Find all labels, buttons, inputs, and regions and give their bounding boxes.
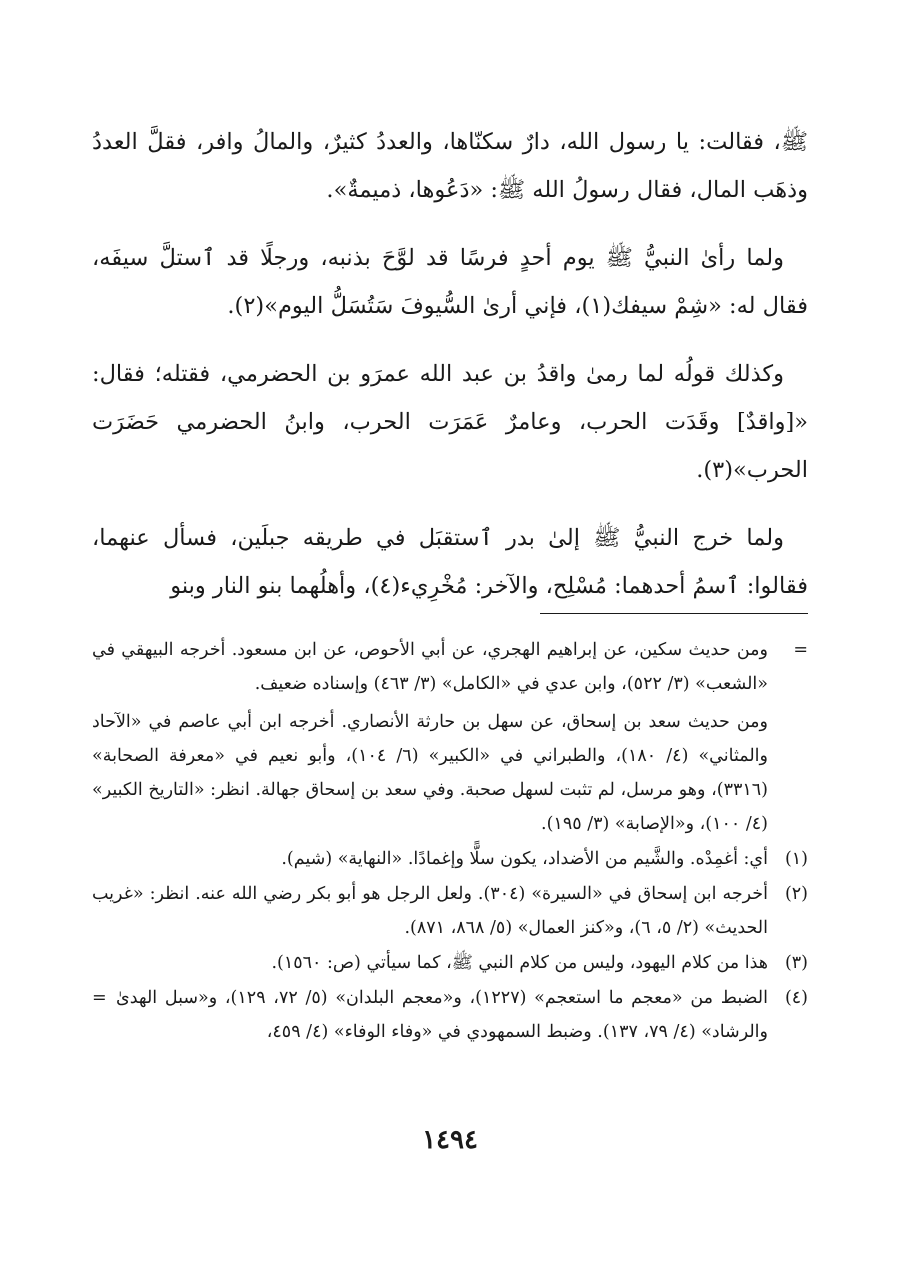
footnote-text: الضبط من «معجم ما استعجم» (١٢٢٧)، و«معجم البلدان» (٥/ ٧٢، ١٢٩)، و«سبل الهدىٰ والرشاد» (٤/ ٧٩، ١٣٧). وضبط السمهودي في «وفاء الوفاء» (٤/ ٤٥٩، [116,988,768,1042]
footnote-text: أخرجه ابن إسحاق في «السيرة» (٣٠٤). ولعل الرجل هو أبو بكر رضي الله عنه. انظر: «غريب الحديث» (٢/ ٥، ٦)، و«كنز العمال» (٥/ ٨٦٨، ٨٧١). [92,884,768,938]
footnote-continuation-paragraph: ومن حديث سعد بن إسحاق، عن سهل بن حارثة الأنصاري. أخرجه ابن أبي عاصم في «الآحاد والمثاني» (٤/ ١٨٠)، والطبراني في «الكبير» (٦/ ١٠٤)، وأبو نعيم في «معرفة الصحابة» (٣٣١٦)، وهو مرسل، لم تثبت لسهل صحبة. وفي سعد بن إسحاق جهالة. انظر: «التاريخ الكبير» (٤/ ١٠٠)، و«الإصابة» (٣/ ١٩٥). [92,712,768,834]
footnote-4 [92,981,808,1049]
continuation-mark: = [793,640,808,660]
footnote-continuation [92,633,808,841]
page-number: ١٤٩٤ [422,1125,478,1155]
footnote-2 [92,877,808,945]
footnote-1 [92,842,808,876]
paragraph-4: ولما خرج النبيُّ ﷺ إلىٰ بدر ٱستقبَل في طريقه جبلَين، فسأل عنهما، فقالوا: ٱسمُ أحدهما: مُسْلِح، والآخر: مُخْرِيء(٤)، وأهلُهما بنو النار وبنو [92,525,808,599]
paragraph-1: ﷺ، فقالت: يا رسول الله، دارٌ سكنّاها، والعددُ كثيرٌ، والمالُ وافر، فقلَّ العددُ وذهَب المال، فقال رسولُ الله ﷺ: «دَعُوها، ذميمةٌ». [92,129,808,203]
continuation-mark: = [92,988,107,1008]
footnote-number: (١) [784,849,808,869]
footnote-number: (٣) [784,953,808,973]
footnote-continuation-body [92,633,768,841]
footnote-separator [540,613,808,614]
main-text [92,118,808,614]
footnotes [92,633,808,1050]
footnote-continuation-paragraph: ومن حديث سكين، عن إبراهيم الهجري، عن أبي الأحوص، عن ابن مسعود. أخرجه البيهقي في «الشعب» (٣/ ٥٢٢)، وابن عدي في «الكامل» (٣/ ٤٦٣) وإسناده ضعيف. [92,640,768,694]
footnote-text: أي: أغمِدْه. والشَّيم من الأضداد، يكون سلًّا وإغمادًا. «النهاية» (شيم). [281,849,768,869]
footnote-text: هذا من كلام اليهود، وليس من كلام النبي ﷺ، كما سيأتي (ص: ١٥٦٠). [271,953,768,973]
footnote-number: (٢) [784,884,808,904]
paragraph-2: ولما رأىٰ النبيُّ ﷺ يوم أحدٍ فرسًا قد لوَّحَ بذنبه، ورجلًا قد ٱستلَّ سيفَه، فقال له: «شِمْ سيفك(١)، فإني أرىٰ السُّيوفَ سَتُسَلُّ اليوم»(٢). [92,245,808,319]
footnote-number: (٤) [784,988,808,1008]
paragraph-3: وكذلك قولُه لما رمىٰ واقدُ بن عبد الله عمرَو بن الحضرمي، فقتله؛ فقال: «[واقدٌ] وقَدَت الحرب، وعامرٌ عَمَرَت الحرب، وابنُ الحضرمي حَضَرَت الحرب»(٣). [92,361,808,483]
footnote-3 [92,946,808,980]
